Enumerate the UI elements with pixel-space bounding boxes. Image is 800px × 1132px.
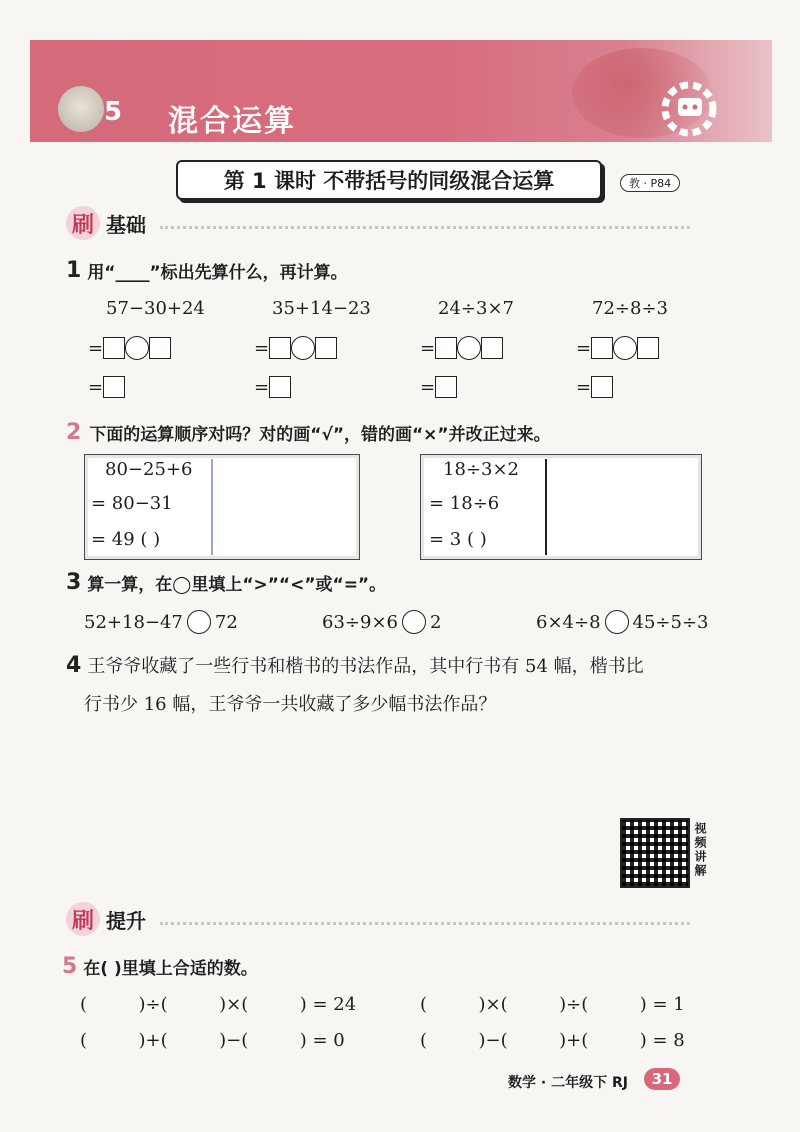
qr-label: 视频讲解	[693, 822, 707, 878]
question-text: 用“____”标出先算什么，再计算。	[87, 263, 348, 283]
q2-box-1	[84, 454, 360, 560]
q1-expression: 35+14−23	[272, 298, 371, 319]
q1-item-3	[438, 298, 514, 319]
section-advanced-header	[66, 902, 146, 936]
q2-line[interactable]: = 3 ( )	[429, 529, 487, 550]
box-divider	[545, 459, 547, 555]
q1-item-1	[106, 298, 205, 319]
compare-circle[interactable]	[187, 610, 211, 634]
box-divider	[211, 459, 213, 555]
q1-expression: 57−30+24	[106, 298, 205, 319]
operator-circle[interactable]	[125, 336, 149, 360]
question-number: 2	[66, 420, 82, 445]
section-divider	[160, 226, 690, 229]
question-4-line-1	[66, 652, 644, 678]
q1-answer-row-1[interactable]	[576, 336, 659, 360]
q1-answer-row-1[interactable]	[254, 336, 337, 360]
equals-sign: =	[88, 337, 104, 359]
q1-expression: 24÷3×7	[438, 298, 514, 319]
left-expression: 52+18−47	[84, 611, 183, 633]
q2-box-2	[420, 454, 702, 560]
question-3-header	[66, 570, 386, 595]
left-expression: 63÷9×6	[322, 611, 398, 633]
answer-square[interactable]	[481, 337, 503, 359]
answer-square[interactable]	[591, 376, 613, 398]
answer-square[interactable]	[269, 337, 291, 359]
q2-line[interactable]: = 49 ( )	[91, 529, 161, 550]
q4-answer-area[interactable]	[84, 722, 604, 812]
operator-circle[interactable]	[457, 336, 481, 360]
equals-sign: =	[254, 376, 270, 398]
answer-square[interactable]	[591, 337, 613, 359]
question-4-line-2: 行书少 16 幅，王爷爷一共收藏了多少幅书法作品？	[84, 694, 497, 715]
question-number: 5	[62, 954, 78, 979]
q3-item-3	[536, 610, 709, 634]
q1-item-4	[592, 298, 668, 319]
q2-line: 80−25+6	[105, 459, 193, 480]
question-text: 王爷爷收藏了一些行书和楷书的书法作品，其中行书有 54 幅，楷书比	[87, 656, 644, 677]
left-expression: 6×4÷8	[536, 611, 601, 633]
q5-equation[interactable]: ( )÷( )×( ) = 24	[80, 994, 357, 1015]
answer-square[interactable]	[315, 337, 337, 359]
section-basic-header	[66, 206, 146, 240]
answer-square[interactable]	[435, 376, 457, 398]
question-2-header	[66, 420, 551, 445]
section-divider	[160, 922, 690, 925]
q2-line: = 18÷6	[429, 493, 500, 514]
question-text: 下面的运算顺序对吗？对的画“√”，错的画“×”并改正过来。	[89, 425, 551, 445]
equals-sign: =	[420, 376, 436, 398]
section-title: 基础	[106, 212, 146, 237]
q2-line: 18÷3×2	[443, 459, 519, 480]
equals-sign: =	[254, 337, 270, 359]
operator-circle[interactable]	[613, 336, 637, 360]
answer-square[interactable]	[103, 376, 125, 398]
answer-square[interactable]	[103, 337, 125, 359]
equals-sign: =	[576, 376, 592, 398]
q1-answer-row-2[interactable]	[254, 376, 291, 398]
textbook-ref-tag: 教 · P84	[620, 174, 680, 192]
lesson-title: 第 1 课时 不带括号的同级混合运算	[176, 160, 602, 200]
question-number: 3	[66, 570, 82, 595]
q1-item-2	[272, 298, 371, 319]
equals-sign: =	[420, 337, 436, 359]
gear-robot-icon	[656, 78, 722, 140]
answer-square[interactable]	[269, 376, 291, 398]
q5-equation[interactable]: ( )×( )÷( ) = 1	[420, 994, 685, 1015]
question-5-header	[62, 954, 258, 979]
equals-sign: =	[576, 337, 592, 359]
question-text: 算一算，在◯里填上“>”“<”或“=”。	[87, 575, 387, 595]
q1-answer-row-2[interactable]	[88, 376, 125, 398]
q3-item-1	[84, 610, 238, 634]
page-number: 31	[644, 1068, 680, 1090]
answer-square[interactable]	[637, 337, 659, 359]
q5-equation[interactable]: ( )−( )+( ) = 8	[420, 1030, 685, 1051]
correction-area[interactable]	[219, 463, 351, 551]
unit-number: 5	[104, 97, 123, 127]
right-expression: 2	[429, 611, 442, 633]
q5-equation[interactable]: ( )+( )−( ) = 0	[80, 1030, 345, 1051]
q1-answer-row-1[interactable]	[420, 336, 503, 360]
question-1-header	[66, 258, 348, 283]
answer-square[interactable]	[149, 337, 171, 359]
unit-title: 混合运算	[168, 104, 296, 139]
q2-line: = 80−31	[91, 493, 173, 514]
unit-logo-icon	[58, 86, 104, 132]
qr-code-icon[interactable]	[620, 818, 690, 888]
q3-item-2	[322, 610, 441, 634]
equals-sign: =	[88, 376, 104, 398]
section-badge: 刷	[66, 902, 100, 936]
question-number: 1	[66, 258, 82, 283]
compare-circle[interactable]	[402, 610, 426, 634]
q1-answer-row-2[interactable]	[576, 376, 613, 398]
section-badge: 刷	[66, 206, 100, 240]
answer-square[interactable]	[435, 337, 457, 359]
question-text: 在( )里填上合适的数。	[83, 959, 258, 979]
q1-answer-row-2[interactable]	[420, 376, 457, 398]
q1-answer-row-1[interactable]	[88, 336, 171, 360]
section-title: 提升	[106, 908, 146, 933]
q1-expression: 72÷8÷3	[592, 298, 668, 319]
correction-area[interactable]	[553, 463, 693, 551]
compare-circle[interactable]	[605, 610, 629, 634]
footer-subject: 数学 · 二年级下 RJ	[508, 1075, 628, 1091]
right-expression: 45÷5÷3	[632, 611, 709, 633]
question-number: 4	[66, 652, 82, 678]
operator-circle[interactable]	[291, 336, 315, 360]
right-expression: 72	[214, 611, 238, 633]
